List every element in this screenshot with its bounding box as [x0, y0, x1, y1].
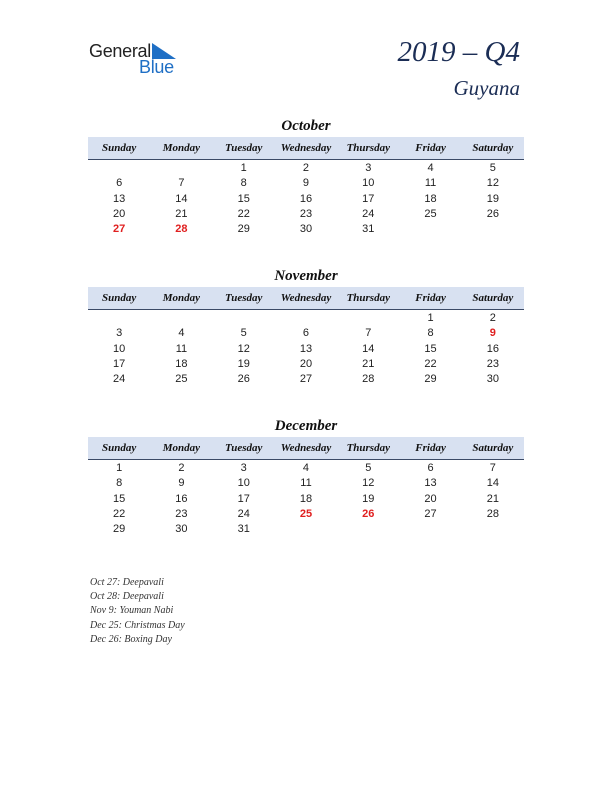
day-cell: 16 — [299, 192, 313, 205]
day-cell: 18 — [175, 357, 188, 370]
day-cell: 10 — [362, 177, 375, 190]
weekday-label: Tuesday — [224, 142, 263, 154]
day-cell — [399, 222, 461, 237]
weekday-label: Thursday — [346, 442, 390, 454]
day-cell: 31 — [237, 523, 250, 536]
month-grid — [88, 311, 524, 387]
day-cell: 1 — [240, 162, 247, 174]
day-cell — [462, 522, 524, 537]
holiday-note: Oct 27: Deepavali — [90, 577, 164, 588]
day-cell: 12 — [362, 477, 375, 490]
day-cell: 3 — [240, 462, 247, 474]
week-row — [88, 176, 524, 191]
day-cell: 12 — [486, 177, 499, 190]
day-cell: 10 — [237, 477, 250, 490]
weekday-label: Wednesday — [280, 442, 332, 454]
day-cell: 26 — [362, 507, 375, 520]
month-name: November — [274, 268, 338, 284]
logo — [89, 40, 189, 80]
day-cell: 11 — [424, 177, 437, 190]
month-name: October — [281, 118, 331, 134]
day-cell: 19 — [362, 492, 375, 505]
month-grid — [88, 161, 524, 237]
day-cell: 23 — [486, 357, 499, 370]
week-row — [88, 372, 524, 387]
weekday-label: Monday — [162, 292, 201, 304]
day-cell: 14 — [486, 477, 499, 490]
day-cell: 24 — [113, 373, 126, 386]
day-cell — [150, 311, 212, 326]
week-row — [88, 311, 524, 326]
holiday-note: Oct 28: Deepavali — [90, 591, 164, 603]
day-cell: 27 — [299, 373, 313, 386]
day-cell: 17 — [362, 192, 375, 205]
day-cell: 31 — [362, 223, 375, 236]
month-december — [88, 417, 524, 537]
weekday-label: Tuesday — [224, 292, 263, 304]
day-cell: 27 — [424, 507, 437, 520]
weekday-header — [88, 437, 524, 460]
day-cell: 9 — [489, 327, 496, 340]
day-cell: 16 — [486, 342, 499, 355]
weekday-label: Saturday — [472, 142, 514, 154]
week-row — [88, 207, 524, 222]
week-row — [88, 461, 524, 476]
day-cell — [88, 161, 150, 176]
day-cell: 14 — [175, 192, 188, 205]
day-cell: 13 — [113, 192, 126, 205]
day-cell — [275, 522, 337, 537]
day-cell — [213, 311, 275, 326]
day-cell — [462, 222, 524, 237]
day-cell: 6 — [427, 462, 434, 474]
week-row — [88, 507, 524, 522]
weekday-label: Saturday — [472, 442, 514, 454]
day-cell: 30 — [175, 523, 188, 536]
week-row — [88, 357, 524, 372]
week-row — [88, 192, 524, 207]
weekday-label: Monday — [162, 442, 201, 454]
day-cell: 10 — [113, 342, 126, 355]
day-cell — [88, 311, 150, 326]
day-cell: 22 — [424, 357, 437, 370]
day-cell: 6 — [116, 177, 123, 190]
day-cell: 28 — [362, 373, 375, 386]
day-cell: 8 — [240, 177, 247, 190]
day-cell: 30 — [486, 373, 499, 386]
day-cell: 4 — [178, 327, 185, 340]
day-cell: 23 — [175, 507, 188, 520]
day-cell: 27 — [113, 223, 126, 236]
weekday-label: Thursday — [346, 292, 390, 304]
day-cell: 21 — [486, 492, 499, 505]
day-cell: 21 — [362, 357, 375, 370]
day-cell: 25 — [175, 373, 188, 386]
day-cell: 18 — [299, 492, 313, 505]
day-cell — [275, 311, 337, 326]
day-cell: 20 — [113, 207, 126, 220]
day-cell: 26 — [486, 207, 499, 220]
day-cell: 20 — [424, 492, 437, 505]
day-cell: 4 — [427, 162, 434, 174]
month-name: December — [274, 418, 338, 434]
weekday-label: Saturday — [472, 292, 514, 304]
weekday-label: Wednesday — [280, 292, 332, 304]
day-cell: 29 — [424, 373, 437, 386]
day-cell: 12 — [237, 342, 250, 355]
day-cell: 19 — [237, 357, 250, 370]
week-row — [88, 522, 524, 537]
day-cell: 13 — [299, 342, 313, 355]
weekday-label: Friday — [415, 292, 446, 304]
day-cell: 26 — [237, 373, 250, 386]
holiday-note: Dec 26: Boxing Day — [90, 633, 172, 645]
day-cell: 1 — [427, 312, 434, 324]
day-cell: 6 — [302, 327, 310, 340]
day-cell: 8 — [427, 327, 434, 340]
day-cell: 14 — [362, 342, 375, 355]
day-cell — [399, 522, 461, 537]
day-cell: 15 — [424, 342, 437, 355]
day-cell: 22 — [113, 507, 126, 520]
week-row — [88, 326, 524, 341]
day-cell: 17 — [237, 492, 250, 505]
day-cell — [150, 161, 212, 176]
week-row — [88, 222, 524, 237]
day-cell: 22 — [237, 207, 250, 220]
day-cell: 19 — [486, 192, 499, 205]
weekday-label: Tuesday — [224, 442, 263, 454]
day-cell: 16 — [175, 492, 188, 505]
day-cell: 1 — [116, 462, 123, 474]
day-cell: 13 — [424, 477, 437, 490]
day-cell: 18 — [424, 192, 437, 205]
weekday-label: Wednesday — [280, 142, 332, 154]
month-october — [88, 117, 524, 237]
day-cell — [337, 522, 399, 537]
day-cell: 28 — [175, 223, 188, 236]
day-cell: 8 — [116, 477, 123, 490]
week-row — [88, 476, 524, 491]
day-cell: 15 — [237, 192, 250, 205]
day-cell: 7 — [365, 327, 372, 340]
day-cell: 3 — [116, 327, 123, 340]
weekday-header — [88, 137, 524, 160]
day-cell: 25 — [299, 507, 313, 520]
day-cell: 4 — [302, 462, 310, 474]
day-cell: 20 — [299, 357, 313, 370]
holiday-note: Dec 25: Christmas Day — [90, 619, 185, 631]
weekday-label: Monday — [162, 142, 201, 154]
day-cell: 29 — [237, 223, 250, 236]
week-row — [88, 342, 524, 357]
day-cell: 5 — [365, 462, 372, 474]
weekday-label: Sunday — [102, 292, 137, 304]
day-cell: 5 — [489, 162, 496, 174]
day-cell: 2 — [302, 162, 310, 174]
day-cell: 2 — [178, 462, 185, 474]
day-cell: 15 — [113, 492, 126, 505]
day-cell: 23 — [299, 207, 313, 220]
day-cell — [337, 311, 399, 326]
day-cell: 9 — [302, 177, 310, 190]
holiday-note: Nov 9: Youman Nabi — [90, 605, 174, 617]
day-cell: 9 — [178, 477, 185, 490]
month-november — [88, 267, 524, 387]
day-cell: 7 — [489, 462, 496, 474]
day-cell: 24 — [362, 207, 375, 220]
day-cell: 21 — [175, 207, 188, 220]
day-cell: 24 — [237, 507, 250, 520]
weekday-label: Friday — [415, 142, 446, 154]
week-row — [88, 492, 524, 507]
day-cell: 17 — [113, 357, 126, 370]
weekday-label: Thursday — [346, 142, 390, 154]
holiday-notes — [90, 576, 185, 647]
day-cell: 30 — [299, 223, 313, 236]
page-subtitle: Guyana — [453, 76, 520, 100]
weekday-label: Sunday — [102, 442, 137, 454]
day-cell: 11 — [175, 342, 188, 355]
day-cell: 3 — [365, 162, 372, 174]
day-cell: 28 — [486, 507, 499, 520]
logo-word-general: General — [89, 41, 151, 61]
weekday-header — [88, 287, 524, 310]
day-cell: 7 — [178, 177, 185, 190]
day-cell: 25 — [424, 207, 437, 220]
logo-word-blue: Blue — [139, 57, 174, 77]
month-grid — [88, 461, 524, 537]
weekday-label: Friday — [415, 442, 446, 454]
day-cell: 29 — [113, 523, 126, 536]
weekday-label: Sunday — [102, 142, 137, 154]
day-cell: 2 — [489, 312, 496, 324]
page-title: 2019 – Q4 — [397, 36, 520, 68]
day-cell: 11 — [300, 477, 312, 490]
day-cell: 5 — [240, 327, 247, 340]
week-row — [88, 161, 524, 176]
